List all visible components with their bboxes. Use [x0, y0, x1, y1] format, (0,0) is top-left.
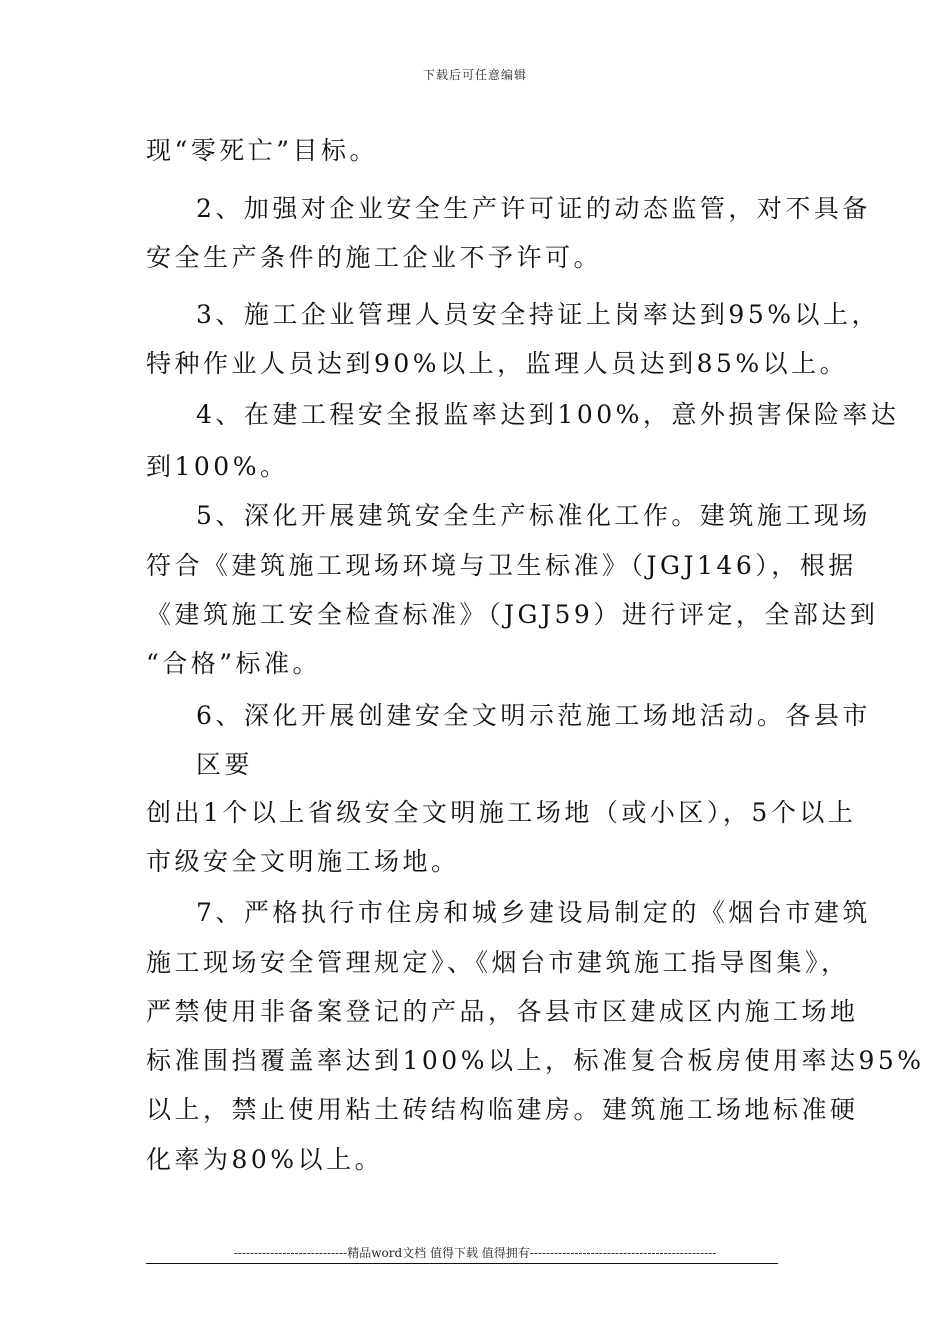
paragraph-line: 化率为80%以上。 [146, 1145, 384, 1174]
paragraph-line: 创出1个以上省级安全文明施工场地（或小区），5个以上 [146, 798, 857, 827]
paragraph-line: 7、严格执行市住房和城乡建设局制定的《烟台市建筑 [196, 898, 871, 927]
paragraph-line: 4、在建工程安全报监率达到100%，意外损害保险率达 [196, 400, 900, 429]
paragraph-line: 《建筑施工安全检查标准》（JGJ59）进行评定，全部达到 [146, 600, 879, 629]
paragraph-line: 符合《建筑施工现场环境与卫生标准》（JGJ146），根据 [146, 551, 857, 580]
paragraph-line: 特种作业人员达到90%以上，监理人员达到85%以上。 [146, 349, 849, 378]
paragraph-line: 区要 [196, 750, 254, 779]
paragraph-line: 到100%。 [146, 452, 289, 481]
paragraph-line: 2、加强对企业安全生产许可证的动态监管，对不具备 [196, 194, 871, 223]
paragraph-line: 现“零死亡”目标。 [146, 136, 379, 165]
paragraph-line: 3、施工企业管理人员安全持证上岗率达到95%以上， [196, 300, 880, 329]
paragraph-line: 以上，禁止使用粘土砖结构临建房。建筑施工场地标准硬 [146, 1095, 859, 1124]
paragraph-line: 市级安全文明施工场地。 [146, 847, 460, 876]
page-footer: ----------------------------精品word文档 值得下载 值得拥有---------------------------------------------- [233, 1246, 717, 1260]
paragraph-line: 标准围挡覆盖率达到100%以上，标准复合板房使用率达95% [146, 1046, 925, 1075]
paragraph-line: 6、深化开展创建安全文明示范施工场地活动。各县市 [196, 701, 871, 730]
page-header: 下载后可任意编辑 [422, 68, 527, 82]
paragraph-line: 5、深化开展建筑安全生产标准化工作。建筑施工现场 [196, 501, 871, 530]
paragraph-line: “合格”标准。 [146, 649, 322, 678]
footer-divider [146, 1263, 778, 1264]
paragraph-line: 安全生产条件的施工企业不予许可。 [146, 243, 603, 272]
paragraph-line: 施工现场安全管理规定》、《烟台市建筑施工指导图集》， [146, 948, 850, 977]
paragraph-line: 严禁使用非备案登记的产品，各县市区建成区内施工场地 [146, 997, 859, 1026]
